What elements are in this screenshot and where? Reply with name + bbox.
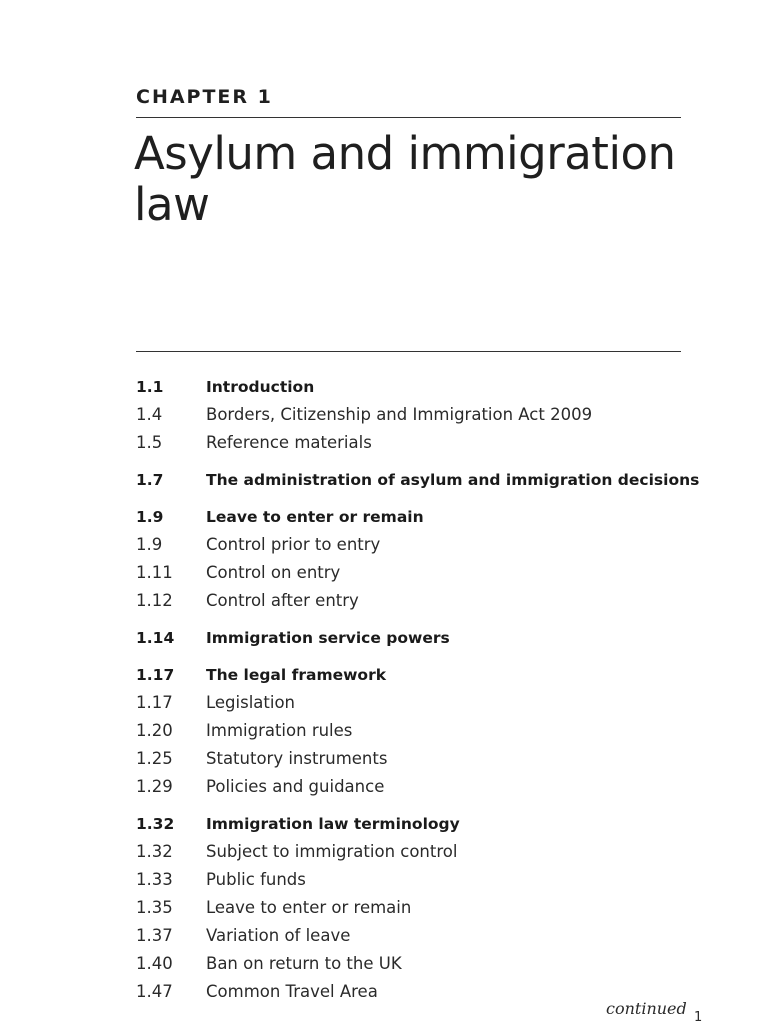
toc-section-heading: [136, 503, 696, 531]
toc-entry-title: Legislation: [206, 693, 296, 712]
toc-entry: [136, 401, 696, 429]
toc-entry-title: Ban on return to the UK: [206, 954, 402, 973]
toc-entry: [136, 866, 696, 894]
toc-paragraph-number: 1.35: [136, 898, 173, 917]
toc-section-heading: [136, 624, 696, 652]
toc-paragraph-number: 1.4: [136, 405, 163, 424]
toc-entry-title: Public funds: [206, 870, 306, 889]
toc-entry-title: Borders, Citizenship and Immigration Act 2009: [206, 405, 593, 424]
toc-entry-title: Policies and guidance: [206, 777, 385, 796]
toc-entry: [136, 745, 696, 773]
toc-entry: [136, 950, 696, 978]
toc-entry-title: Control after entry: [206, 591, 359, 610]
toc-paragraph-number: 1.11: [136, 563, 173, 582]
toc-entry: [136, 894, 696, 922]
toc-paragraph-number: 1.7: [136, 471, 164, 489]
toc-paragraph-number: 1.33: [136, 870, 173, 889]
toc-paragraph-number: 1.47: [136, 982, 173, 1001]
toc-paragraph-number: 1.9: [136, 508, 164, 526]
toc-entry: [136, 559, 696, 587]
toc-entry-title: Variation of leave: [206, 926, 351, 945]
chapter-label: CHAPTER 1: [136, 86, 273, 108]
toc-entry: [136, 838, 696, 866]
toc-entry-title: Subject to immigration control: [206, 842, 458, 861]
toc-entry: [136, 717, 696, 745]
toc-entry: [136, 587, 696, 615]
toc-section-heading: [136, 810, 696, 838]
page-number: 1: [694, 1010, 703, 1025]
toc-paragraph-number: 1.37: [136, 926, 173, 945]
toc-section-heading: [136, 661, 696, 689]
toc-paragraph-number: 1.32: [136, 815, 175, 833]
toc-entry: [136, 429, 696, 457]
contents-divider: [136, 351, 681, 352]
chapter-divider: [136, 117, 681, 118]
toc-paragraph-number: 1.25: [136, 749, 173, 768]
toc-paragraph-number: 1.40: [136, 954, 173, 973]
toc-entry-title: Immigration rules: [206, 721, 353, 740]
toc-entry: [136, 531, 696, 559]
toc-entry-title: The legal framework: [206, 666, 387, 684]
toc-paragraph-number: 1.29: [136, 777, 173, 796]
continued-note: continued: [606, 999, 687, 1018]
toc-section-heading: [136, 373, 696, 401]
toc-entry-title: Reference materials: [206, 433, 372, 452]
toc-entry-title: Introduction: [206, 378, 315, 396]
toc-entry-title: Statutory instruments: [206, 749, 388, 768]
toc-entry-title: Leave to enter or remain: [206, 898, 412, 917]
toc-paragraph-number: 1.1: [136, 378, 164, 396]
table-of-contents: [136, 373, 700, 1006]
toc-paragraph-number: 1.17: [136, 693, 173, 712]
toc-entry-title: The administration of asylum and immigration decisions: [206, 471, 700, 489]
toc-paragraph-number: 1.32: [136, 842, 173, 861]
toc-paragraph-number: 1.9: [136, 535, 163, 554]
toc-entry: [136, 689, 696, 717]
toc-entry: [136, 773, 696, 801]
toc-paragraph-number: 1.20: [136, 721, 173, 740]
toc-paragraph-number: 1.5: [136, 433, 163, 452]
toc-entry-title: Control prior to entry: [206, 535, 381, 554]
toc-entry-title: Common Travel Area: [206, 982, 378, 1001]
toc-entry-title: Leave to enter or remain: [206, 508, 424, 526]
toc-paragraph-number: 1.17: [136, 666, 175, 684]
toc-entry: [136, 922, 696, 950]
toc-paragraph-number: 1.12: [136, 591, 173, 610]
chapter-title: Asylum and immigration law: [134, 127, 676, 231]
toc-entry-title: Control on entry: [206, 563, 341, 582]
toc-paragraph-number: 1.14: [136, 629, 175, 647]
toc-entry-title: Immigration law terminology: [206, 815, 460, 833]
toc-section-heading: [136, 466, 700, 494]
toc-entry-title: Immigration service powers: [206, 629, 450, 647]
